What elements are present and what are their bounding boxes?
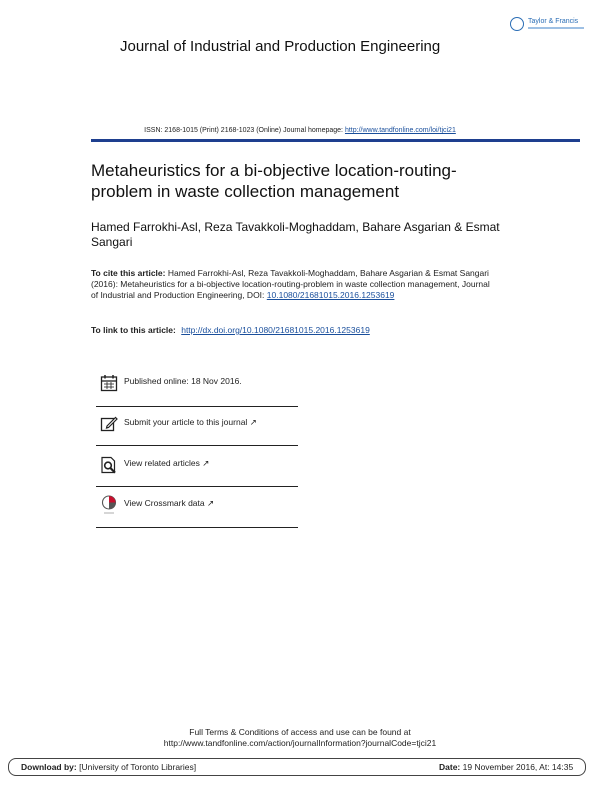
published-online-row (96, 372, 298, 392)
divider (96, 445, 298, 446)
publisher-logo-mark (510, 17, 524, 31)
article-link-line (91, 325, 370, 335)
publisher-logo-underline (528, 27, 584, 29)
citation-label: To cite this article: (91, 268, 166, 278)
header-divider (91, 139, 580, 142)
divider (96, 527, 298, 528)
download-by-label: Download by: (21, 762, 77, 772)
terms-url[interactable]: http://www.tandfonline.com/action/journalInformation?journalCode=tjci21 (163, 738, 437, 748)
article-link-label: To link to this article: (91, 325, 179, 335)
submit-article-row[interactable] (96, 413, 298, 433)
issn-text: ISSN: 2168-1015 (Print) 2168-1023 (Online) Journal homepage: (144, 127, 345, 134)
download-by-value: [University of Toronto Libraries] (76, 762, 197, 772)
publisher-logo-text: Taylor & Francis (528, 18, 579, 25)
terms-line: Full Terms & Conditions of access and use can be found at (189, 727, 411, 737)
related-articles-link[interactable]: View related articles ↗ (124, 458, 210, 468)
divider (96, 486, 298, 487)
publisher-logo (510, 15, 588, 37)
article-title: Metaheuristics for a bi-objective location-routing-problem in waste collection management (91, 161, 457, 201)
submit-article-link[interactable]: Submit your article to this journal ↗ (124, 417, 257, 427)
article-doi-link[interactable]: http://dx.doi.org/10.1080/21681015.2016.1253619 (181, 325, 370, 335)
related-articles-row[interactable] (96, 454, 298, 474)
external-link-icon: ↗ (207, 498, 215, 508)
article-authors: Hamed Farrokhi-Asl, Reza Tavakkoli-Moghaddam, Bahare Asgarian & Esmat Sangari (91, 220, 500, 249)
journal-title: Journal of Industrial and Production Engineering (120, 38, 441, 55)
download-date-value: 19 November 2016, At: 14:35 (460, 762, 574, 772)
terms-notice (0, 727, 600, 749)
citation-block (91, 268, 496, 301)
calendar-icon (100, 374, 118, 392)
crossmark-link[interactable]: View Crossmark data ↗ (124, 498, 215, 508)
crossmark-icon (100, 495, 118, 515)
crossmark-row[interactable] (96, 494, 298, 514)
edit-icon (100, 415, 118, 433)
citation-doi-link[interactable]: 10.1080/21681015.2016.1253619 (266, 290, 395, 300)
download-by (21, 762, 196, 772)
issn-line (0, 127, 600, 134)
download-date (439, 762, 573, 772)
external-link-icon: ↗ (249, 417, 257, 427)
divider (96, 406, 298, 407)
citation-text: Hamed Farrokhi-Asl, Reza Tavakkoli-Moghaddam, Bahare Asgarian & Esmat Sangari (2016): Metaheuristics for a bi-objective location-routing-problem in waste collection management, Journal of Industrial and Production Engineering, DOI: (91, 268, 490, 300)
download-info-bar (8, 758, 586, 776)
journal-homepage-link[interactable]: http://www.tandfonline.com/loi/tjci21 (344, 127, 456, 134)
external-link-icon: ↗ (202, 458, 210, 468)
download-date-label: Date: (439, 762, 461, 772)
search-document-icon (100, 456, 118, 474)
published-online-text: Published online: 18 Nov 2016. (124, 376, 242, 386)
